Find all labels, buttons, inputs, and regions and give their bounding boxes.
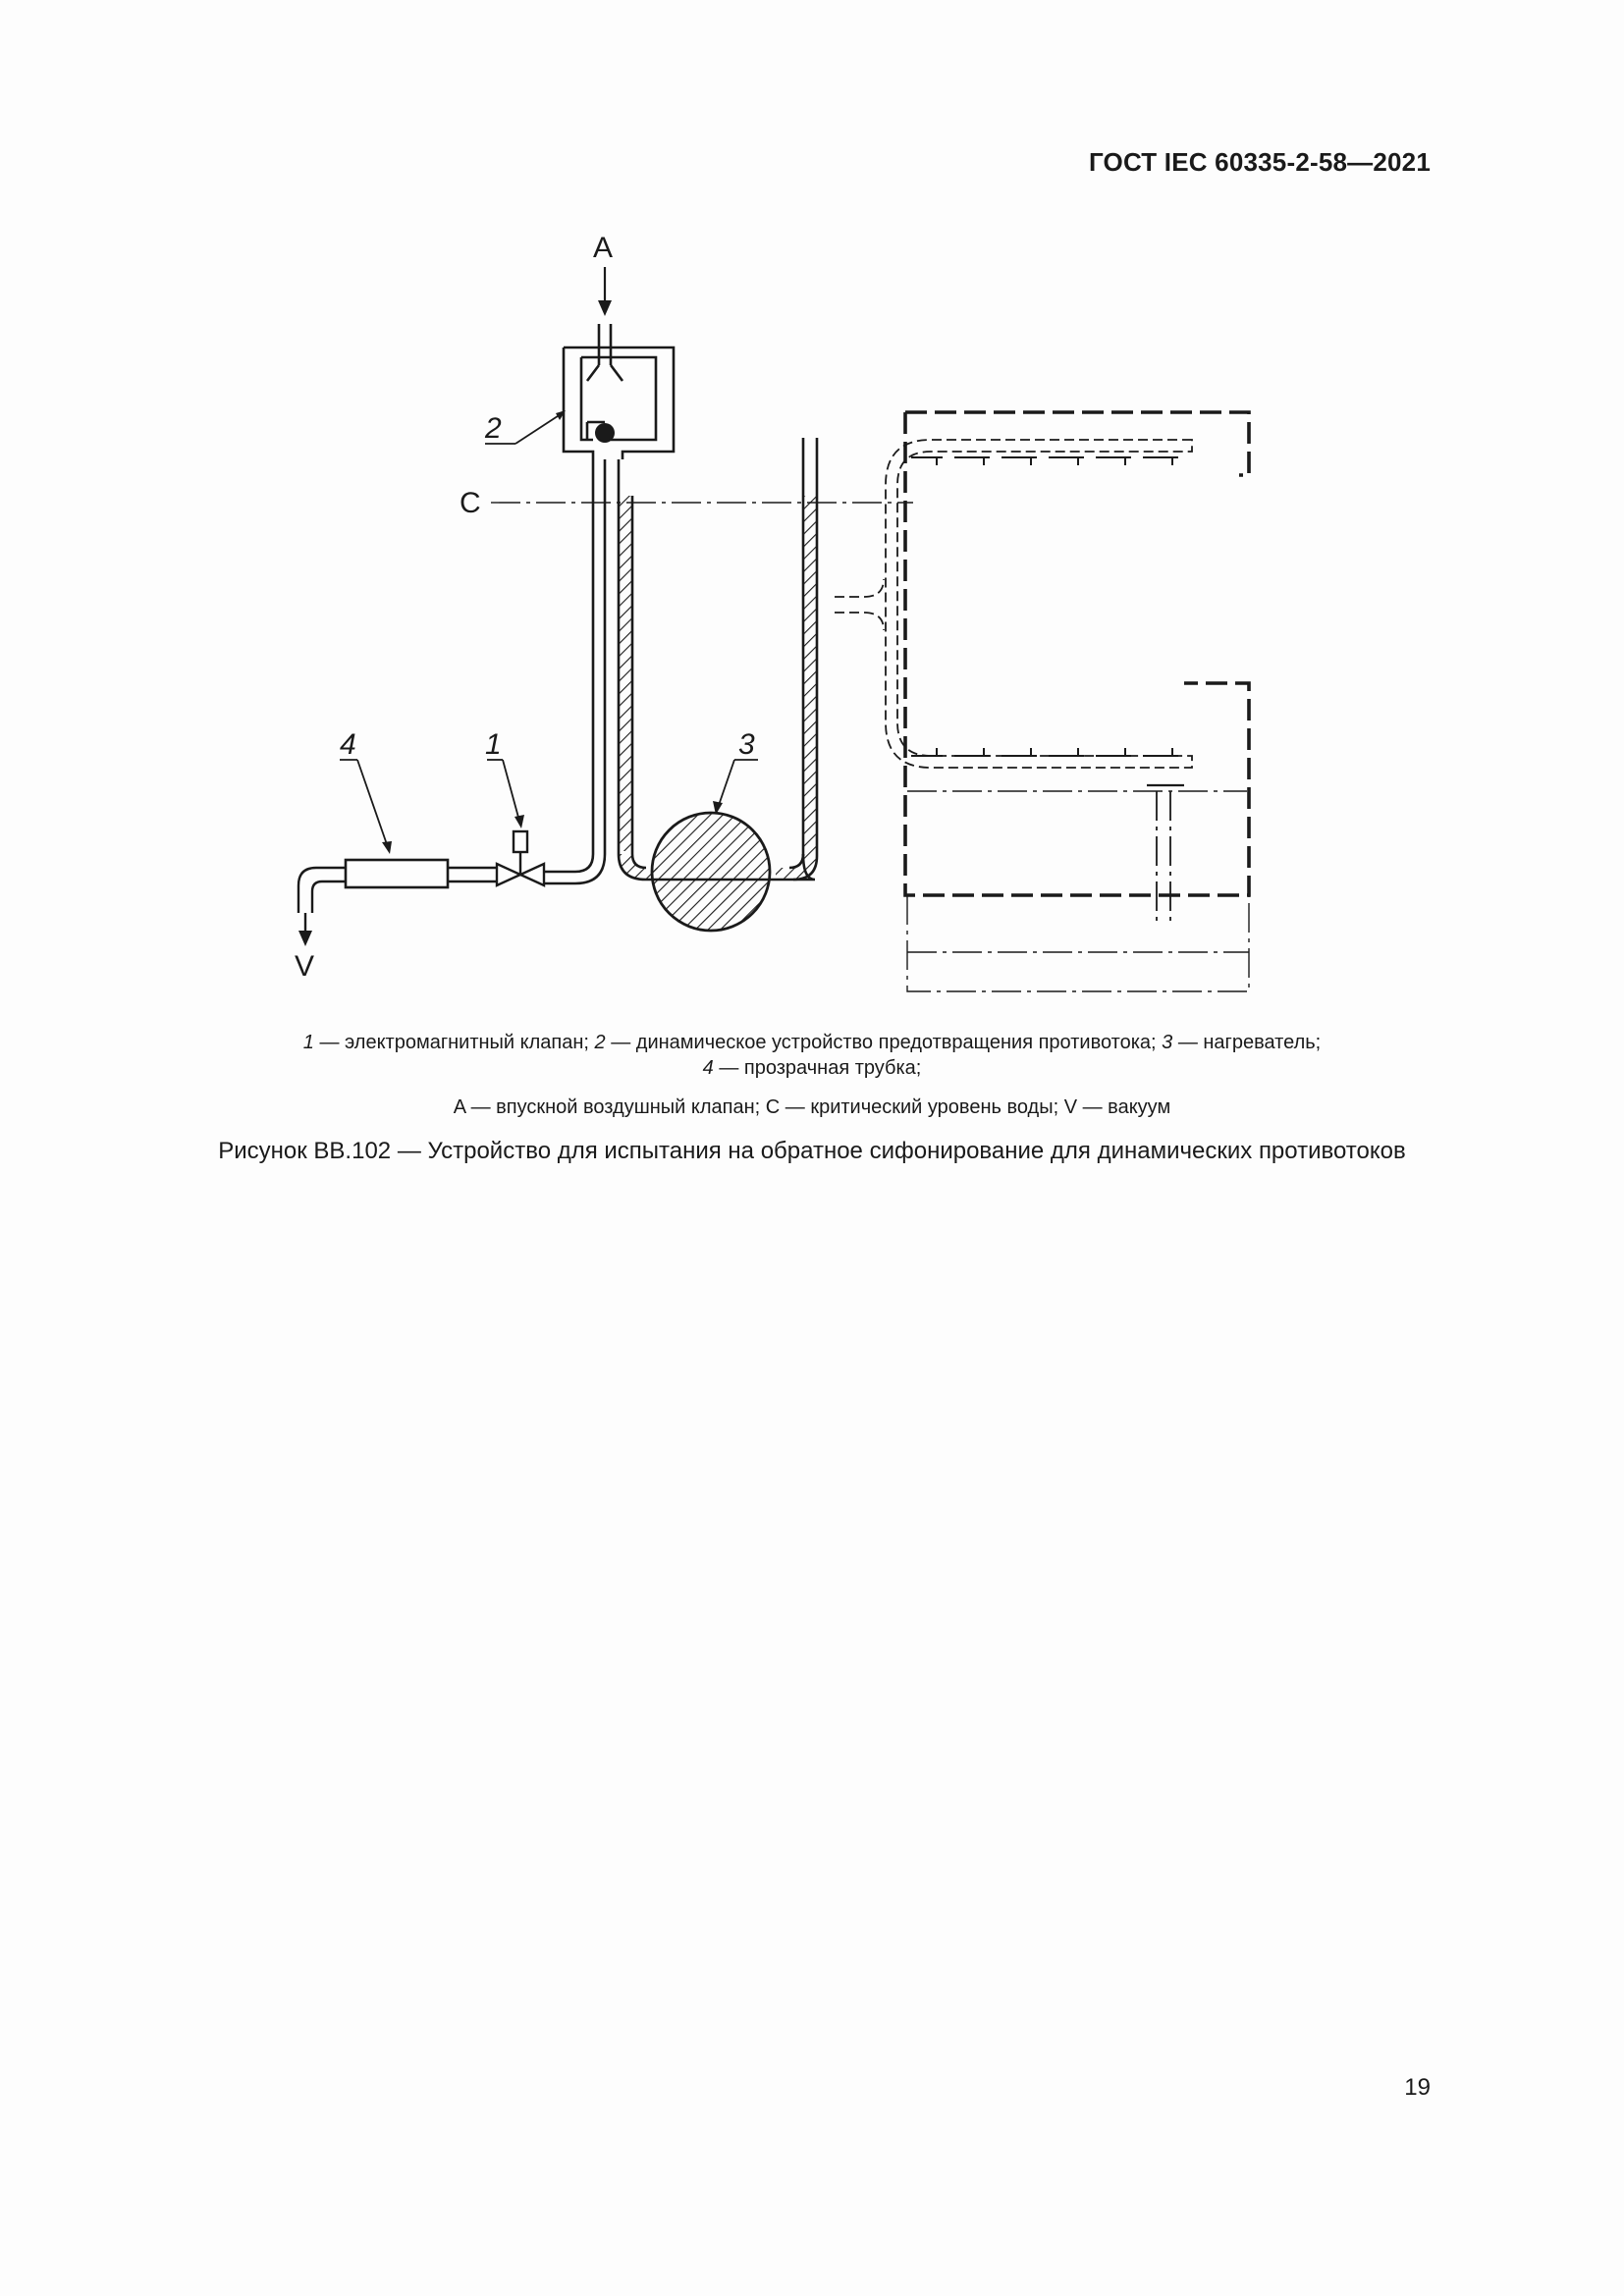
standard-header: ГОСТ IEC 60335-2-58—2021 <box>1088 147 1431 177</box>
figure-legend-letters: A — впускной воздушный клапан; C — критический уровень воды; V — вакуум <box>453 1096 1171 1118</box>
label-2: 2 <box>485 412 502 445</box>
label-a: A <box>593 232 614 264</box>
label-3: 3 <box>738 728 755 761</box>
label-c: C <box>460 487 481 519</box>
water-column-left <box>620 496 631 851</box>
vacuum-pipe <box>298 868 346 946</box>
u-tube-bottom <box>542 438 817 883</box>
label-1: 1 <box>485 728 502 761</box>
legend-num-2: 2 <box>594 1032 606 1053</box>
inlet-arrow-a <box>598 267 612 316</box>
label-3-leader <box>713 760 758 815</box>
legend-text-4: — прозрачная трубка; <box>713 1057 922 1079</box>
label-4: 4 <box>340 728 356 761</box>
legend-num-3: 3 <box>1162 1032 1173 1053</box>
figure-legend-numbers <box>0 1030 1624 1081</box>
water-column-right <box>804 496 816 854</box>
solenoid-valve <box>497 831 544 885</box>
label-1-leader <box>487 760 524 828</box>
appliance-outline <box>835 412 1249 991</box>
legend-text-1: — электромагнитный клапан; <box>313 1032 595 1053</box>
legend-num-1: 1 <box>302 1032 314 1053</box>
figure-caption: Рисунок ВВ.102 — Устройство для испытания на обратное сифонирование для динамических противотоков <box>218 1138 1406 1164</box>
legend-text-2: — динамическое устройство предотвращения противотока; <box>605 1032 1163 1053</box>
pipe-valve-to-tube <box>448 868 497 881</box>
transparent-tube <box>346 860 448 887</box>
legend-text-3: — нагреватель; <box>1172 1032 1322 1053</box>
label-v: V <box>295 950 315 983</box>
heater <box>652 813 770 931</box>
legend-num-4: 4 <box>702 1057 714 1079</box>
page-number: 19 <box>1404 2074 1431 2101</box>
label-4-leader <box>340 760 392 854</box>
check-ball <box>595 423 615 443</box>
backflow-device <box>564 324 674 459</box>
test-apparatus-diagram <box>0 0 1624 1021</box>
